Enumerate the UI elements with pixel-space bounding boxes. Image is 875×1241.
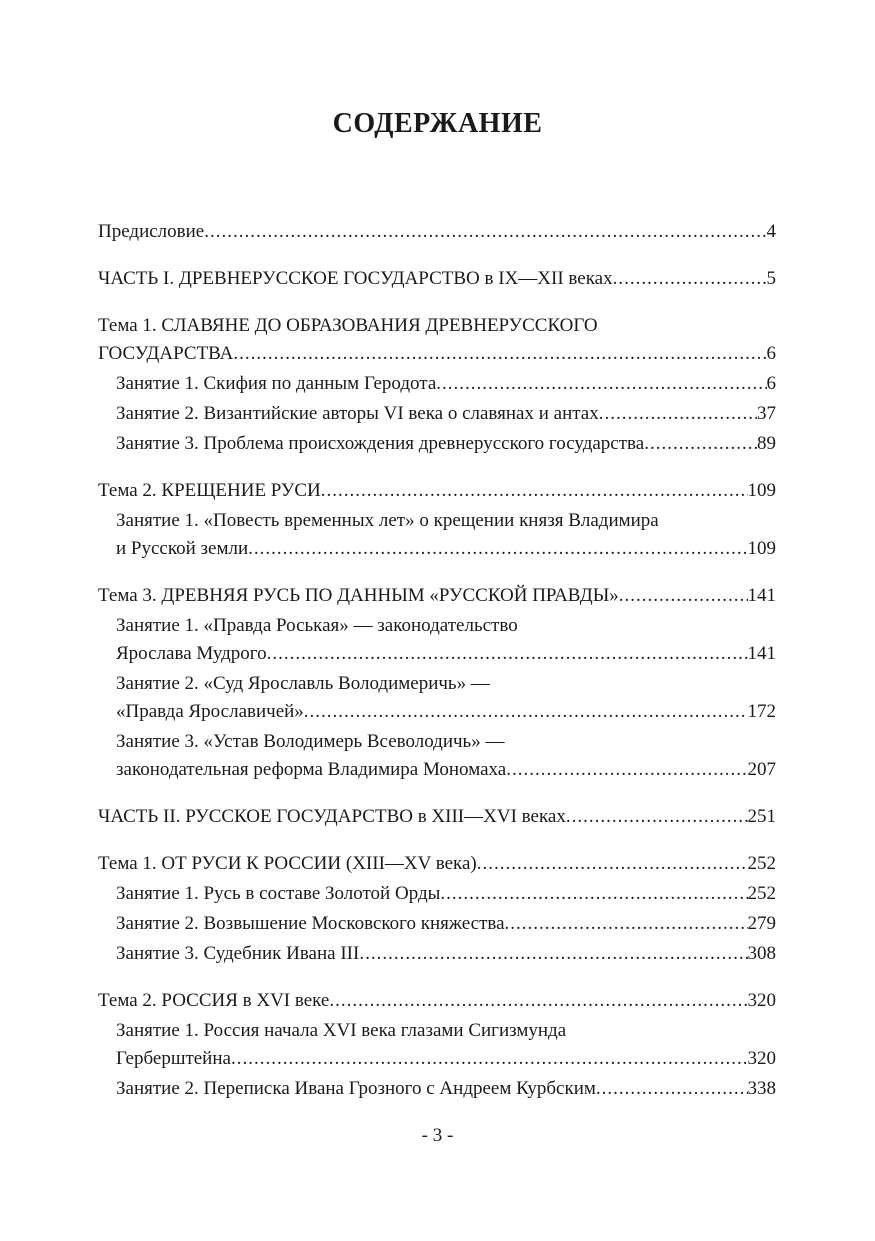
toc-entry-text: Тема 1. СЛАВЯНЕ ДО ОБРАЗОВАНИЯ ДРЕВНЕРУССКОГО: [98, 315, 598, 336]
toc-entry-part-1-topic-2[interactable]: [98, 477, 776, 505]
toc-entry-text-continued: «Правда Ярославичей»: [116, 701, 304, 722]
leader-dots: [204, 218, 766, 246]
leader-dots: [440, 880, 747, 908]
toc-entry-text: Занятие 3. «Устав Володимерь Всеволодичь» —: [116, 731, 505, 752]
toc-entry-part-1-topic-3[interactable]: [98, 582, 776, 610]
toc-entry-text: Занятие 1. Скифия по данным Геродота: [116, 373, 437, 394]
toc-entry-part-1-topic-1-lesson-3[interactable]: [116, 430, 776, 458]
leader-dots: [619, 582, 748, 610]
toc-entry-part-1-topic-3-lesson-1[interactable]: [116, 612, 776, 668]
toc-page-number: 109: [747, 480, 776, 501]
toc-page-number: 109: [747, 538, 776, 559]
toc-entry-text: ЧАСТЬ II. РУССКОЕ ГОСУДАРСТВО в XIII—XVI веках: [98, 806, 566, 827]
toc-page-number: 5: [766, 268, 776, 289]
toc-entry-text: Занятие 1. Русь в составе Золотой Орды: [116, 883, 441, 904]
toc-page-number: 141: [747, 643, 776, 664]
toc-page-number: 338: [747, 1078, 776, 1099]
toc-entry-part-1[interactable]: [98, 265, 776, 293]
toc-page-number: 279: [747, 913, 776, 934]
toc-entry-text: Тема 2. КРЕЩЕНИЕ РУСИ: [98, 480, 321, 501]
toc-page-number: 320: [747, 1048, 776, 1069]
page-number-footer: - 3 -: [421, 1125, 454, 1146]
toc-entry-text: Занятие 2. Переписка Ивана Грозного с Андреем Курбским: [116, 1078, 596, 1099]
toc-entry-preface[interactable]: [98, 218, 776, 246]
leader-dots: [477, 850, 748, 878]
leader-dots: [267, 640, 748, 668]
toc-page-number: 252: [747, 853, 776, 874]
toc-entry-part-1-topic-1[interactable]: [98, 312, 776, 368]
leader-dots: [248, 535, 747, 563]
toc-entry-text-continued: Герберштейна: [116, 1048, 231, 1069]
leader-dots: [613, 265, 767, 293]
toc-entry-text: Тема 2. РОССИЯ в XVI веке: [98, 990, 330, 1011]
toc-entry-part-2-topic-2[interactable]: [98, 987, 776, 1015]
toc-page-number: 320: [747, 990, 776, 1011]
leader-dots: [505, 910, 748, 938]
toc-page-number: 252: [747, 883, 776, 904]
toc-entry-part-2-topic-2-lesson-2[interactable]: [116, 1075, 776, 1103]
toc-entry-part-1-topic-2-lesson-1[interactable]: [116, 507, 776, 563]
leader-dots: [599, 400, 757, 428]
toc-page-number: 141: [747, 585, 776, 606]
toc-page-number: 172: [747, 701, 776, 722]
toc-entry-text-continued: и Русской земли: [116, 538, 249, 559]
toc-page-number: 37: [757, 403, 776, 424]
leader-dots: [304, 698, 748, 726]
toc-entry-part-1-topic-3-lesson-2[interactable]: [116, 670, 776, 726]
toc-entry-text: Занятие 2. Возвышение Московского княжества: [116, 913, 505, 934]
leader-dots: [596, 1075, 748, 1103]
leader-dots: [233, 340, 766, 368]
toc-page-number: 6: [766, 373, 776, 394]
toc-entry-text: Предисловие: [98, 221, 205, 242]
leader-dots: [359, 940, 747, 968]
toc-entry-text: Занятие 1. «Правда Роськая» — законодательство: [116, 615, 518, 636]
toc-entry-text-continued: законодательная реформа Владимира Мономаха: [116, 759, 507, 780]
toc-entry-part-2-topic-1-lesson-1[interactable]: [116, 880, 776, 908]
toc-page-number: 308: [747, 943, 776, 964]
toc-page-number: 251: [747, 806, 776, 827]
toc-entry-text: Занятие 1. Россия начала XVI века глазами Сигизмунда: [116, 1020, 567, 1041]
toc-page-number: 89: [757, 433, 776, 454]
toc-entry-part-1-topic-3-lesson-3[interactable]: [116, 728, 776, 784]
leader-dots: [436, 370, 766, 398]
leader-dots: [644, 430, 757, 458]
toc-page-number: 6: [766, 343, 776, 364]
toc-entry-text-continued: Ярослава Мудрого: [116, 643, 267, 664]
leader-dots: [506, 756, 747, 784]
toc-entry-part-2[interactable]: [98, 803, 776, 831]
leader-dots: [321, 477, 748, 505]
toc-entry-part-2-topic-2-lesson-1[interactable]: [116, 1017, 776, 1073]
toc-entry-part-2-topic-1-lesson-3[interactable]: [116, 940, 776, 968]
toc-entry-text: Тема 3. ДРЕВНЯЯ РУСЬ ПО ДАННЫМ «РУССКОЙ ПРАВДЫ»: [98, 585, 619, 606]
toc-entry-text: Занятие 3. Судебник Ивана III: [116, 943, 360, 964]
leader-dots: [231, 1045, 748, 1073]
toc-entry-text: ЧАСТЬ I. ДРЕВНЕРУССКОЕ ГОСУДАРСТВО в IX—XII веках: [98, 268, 613, 289]
toc-entry-text: Занятие 2. Византийские авторы VI века о славянах и антах: [116, 403, 599, 424]
toc-entry-part-1-topic-1-lesson-2[interactable]: [116, 400, 776, 428]
table-of-contents: [98, 218, 776, 1103]
page-title: СОДЕРЖАНИЕ: [332, 108, 543, 139]
toc-entry-text: Занятие 3. Проблема происхождения древнерусского государства: [116, 433, 645, 454]
toc-page-number: 4: [766, 221, 776, 242]
toc-entry-text: Занятие 2. «Суд Ярославль Володимеричь» —: [116, 673, 490, 694]
toc-entry-text-continued: ГОСУДАРСТВА: [98, 343, 234, 364]
toc-page-number: 207: [747, 759, 776, 780]
toc-entry-part-2-topic-1-lesson-2[interactable]: [116, 910, 776, 938]
toc-entry-text: Занятие 1. «Повесть временных лет» о крещении князя Владимира: [116, 510, 659, 531]
leader-dots: [329, 987, 747, 1015]
leader-dots: [566, 803, 748, 831]
toc-entry-part-1-topic-1-lesson-1[interactable]: [116, 370, 776, 398]
toc-entry-text: Тема 1. ОТ РУСИ К РОССИИ (XIII—XV века): [98, 853, 477, 874]
toc-entry-part-2-topic-1[interactable]: [98, 850, 776, 878]
